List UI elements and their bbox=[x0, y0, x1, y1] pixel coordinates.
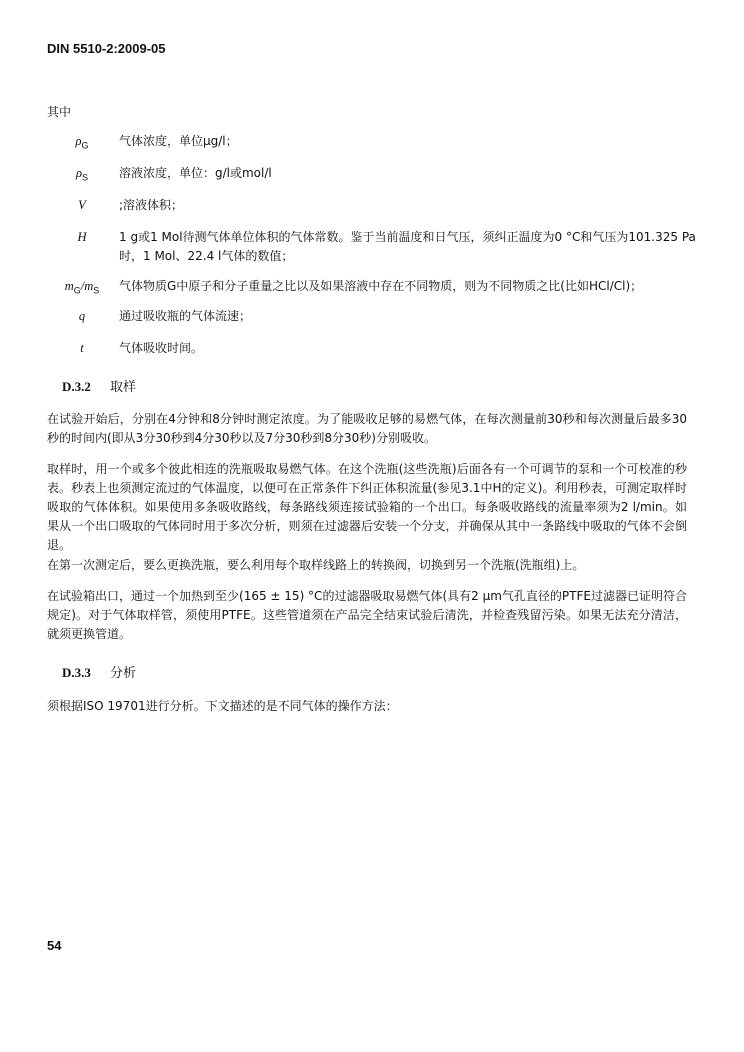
section-heading-d-3-3 bbox=[62, 662, 136, 681]
paragraph: 须根据ISO 19701进行分析。下文描述的是不同气体的操作方法： bbox=[47, 699, 398, 713]
paragraph: 在第一次测定后，要么更换洗瓶，要么利用每个取样线路上的转换阀，切换到另一个洗瓶(洗瓶组)上。 bbox=[47, 558, 585, 572]
section-heading-d-3-2 bbox=[62, 376, 136, 395]
symbol-rho-g: $\rho_G$ bbox=[75, 134, 89, 151]
paragraph: 在试验开始后，分别在4分钟和8分钟时测定浓度。为了能吸收足够的易燃气体，在每次测量前30秒和每次测量后最多30秒的时间内(即从3分30秒到4分30秒以及7分30秒到8分30秒)分别吸收。 bbox=[47, 412, 687, 445]
definition-q: 通过吸收瓶的气体流速； bbox=[119, 309, 252, 323]
symbol-rho-s: $\rho_S$ bbox=[75, 166, 88, 183]
symbol-mg-ms: $m_G/m_S$ bbox=[64, 279, 100, 296]
symbol-t: t bbox=[80, 341, 84, 355]
definition-v: ;溶液体积； bbox=[119, 198, 184, 212]
section-number: D.3.3 bbox=[62, 665, 91, 680]
section-title: 分析 bbox=[110, 666, 137, 681]
symbol-q: q bbox=[78, 309, 86, 323]
definitions-intro: 其中 bbox=[47, 105, 72, 119]
definition-h: 1 g或1 Mol待测气体单位体积的气体常数。鉴于当前温度和日气压，须纠正温度为0 °C和气压为101.325 Pa时，1 Mol、22.4 l气体的数值； bbox=[119, 230, 696, 263]
definition-rho-s: 溶液浓度，单位：g/l或mol/l bbox=[119, 166, 272, 180]
definition-t: 气体吸收时间。 bbox=[119, 341, 204, 355]
document-id-header: DIN 5510-2:2009-05 bbox=[47, 41, 166, 56]
paragraph: 在试验箱出口，通过一个加热到至少(165 ± 15) °C的过滤器吸取易燃气体(具有2 μm气孔直径的PTFE过滤器已证明符合规定)。对于气体取样管，须使用PTFE。这些管道须在产品完全结束试验后清洗，并检查残留污染。如果无法充分清洁，就须更换管道。 bbox=[47, 589, 687, 641]
paragraph: 取样时，用一个或多个彼此相连的洗瓶吸取易燃气体。在这个洗瓶(这些洗瓶)后面各有一个可调节的泵和一个可校准的秒表。秒表上也须测定流过的气体温度，以便可在正常条件下纠正体积流量(参见3.1中H的定义)。利用秒表，可测定取样时吸取的气体体积。如果使用多条吸收路线，每条路线须连接试验箱的一个出口。每条吸收路线的流量率须为2 l/min。如果从一个出口吸取的气体同时用于多次分析，则须在过滤器后安装一个分支，并确保从其中一条路线中吸取的气体不会倒退。 bbox=[47, 462, 687, 552]
symbol-v: V bbox=[78, 198, 86, 212]
page-number: 54 bbox=[47, 938, 62, 953]
definition-rho-g: 气体浓度，单位μg/l； bbox=[119, 134, 238, 148]
section-number: D.3.2 bbox=[62, 379, 91, 394]
symbol-h: H bbox=[77, 230, 87, 244]
section-title: 取样 bbox=[110, 380, 137, 395]
definition-mg-ms: 气体物质G中原子和分子重量之比以及如果溶液中存在不同物质，则为不同物质之比(比如HCl/Cl)； bbox=[119, 279, 643, 293]
